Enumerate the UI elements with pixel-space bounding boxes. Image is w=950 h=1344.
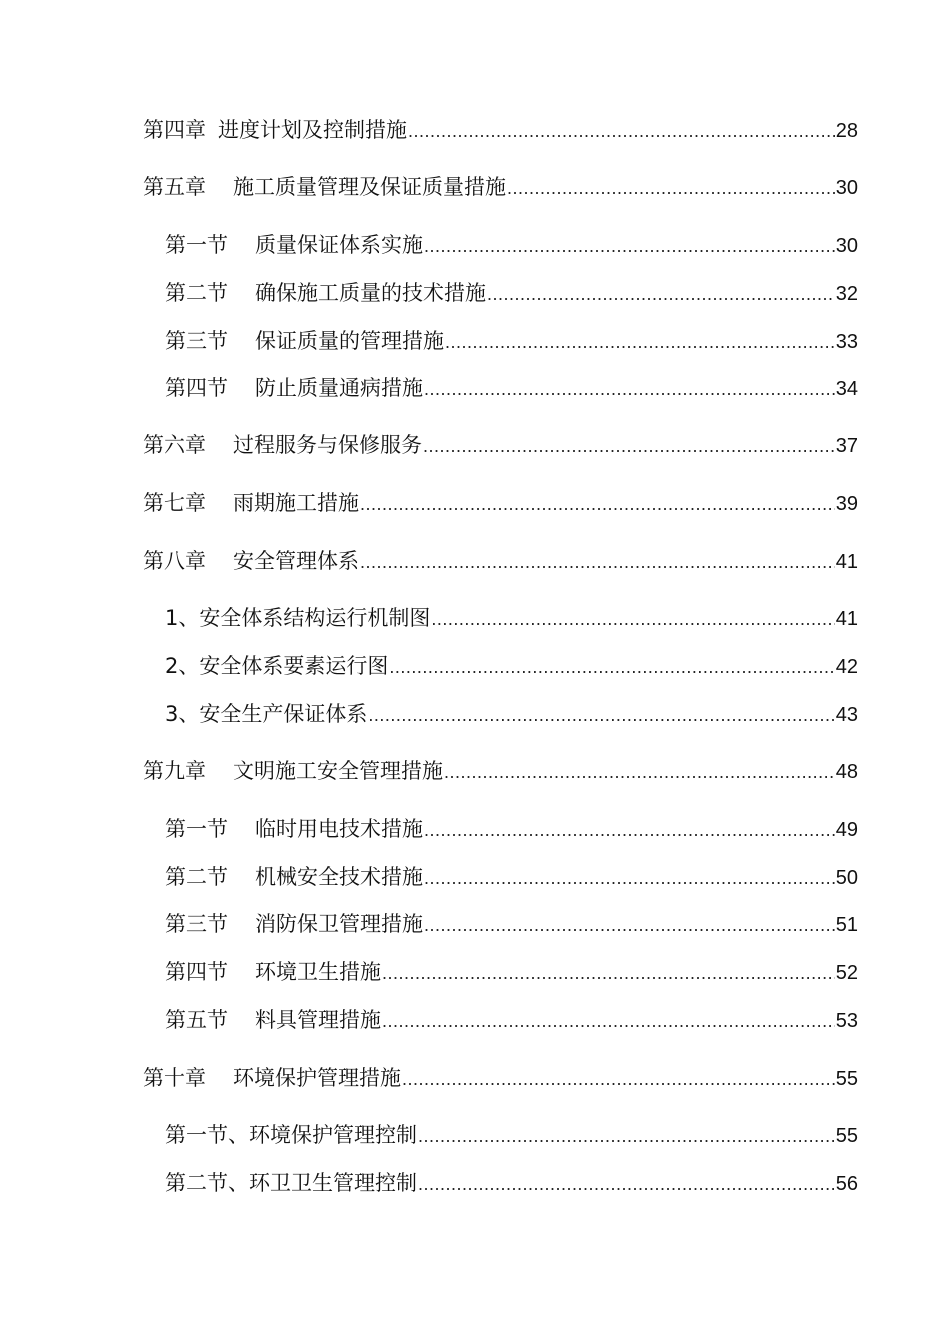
toc-leader-dots bbox=[431, 604, 834, 634]
toc-leader-dots bbox=[424, 863, 835, 893]
toc-entry-number: 第五章 bbox=[143, 175, 206, 199]
toc-leader-dots bbox=[402, 1064, 835, 1094]
toc-leader-dots bbox=[424, 231, 835, 261]
toc-entry-title: 进度计划及控制措施 bbox=[218, 118, 407, 142]
toc-leader-dots bbox=[418, 1121, 835, 1151]
toc-entry-chapter-8[interactable] bbox=[143, 546, 858, 577]
toc-entry-title: 临时用电技术措施 bbox=[255, 817, 423, 841]
toc-entry-number: 第三节 bbox=[165, 329, 228, 353]
toc-page-number: 39 bbox=[835, 493, 858, 515]
toc-entry-label bbox=[165, 1120, 417, 1150]
toc-entry-label bbox=[165, 814, 423, 844]
toc-leader-dots bbox=[487, 279, 835, 309]
toc-entry-label bbox=[143, 172, 506, 202]
toc-page-number: 37 bbox=[835, 435, 858, 457]
toc-entry-item-8-2[interactable] bbox=[165, 651, 858, 682]
toc-entry-title: 保证质量的管理措施 bbox=[255, 329, 444, 353]
toc-entry-title: 施工质量管理及保证质量措施 bbox=[233, 175, 506, 199]
toc-entry-number: 第八章 bbox=[143, 549, 206, 573]
toc-entry-number: 第一节 bbox=[165, 233, 228, 257]
toc-entry-section-10-1[interactable] bbox=[165, 1120, 858, 1151]
toc-page-number: 53 bbox=[835, 1010, 858, 1032]
toc-leader-dots bbox=[424, 374, 835, 404]
toc-leader-dots bbox=[423, 431, 835, 461]
toc-page-number: 49 bbox=[835, 819, 858, 841]
toc-entry-number: 第四节 bbox=[165, 960, 228, 984]
toc-entry-label bbox=[143, 488, 359, 518]
toc-entry-label bbox=[165, 1168, 417, 1198]
toc-entry-title: 环境保护管理控制 bbox=[249, 1123, 417, 1147]
toc-page-number: 30 bbox=[835, 235, 858, 257]
toc-entry-label bbox=[143, 756, 443, 786]
toc-entry-number: 2、 bbox=[165, 654, 200, 678]
toc-page-number: 28 bbox=[835, 120, 858, 142]
toc-entry-chapter-4[interactable] bbox=[143, 115, 858, 146]
toc-page-number: 33 bbox=[835, 331, 858, 353]
toc-entry-item-8-3[interactable] bbox=[165, 699, 858, 730]
toc-page-number: 55 bbox=[835, 1125, 858, 1147]
toc-entry-title: 安全体系要素运行图 bbox=[199, 654, 389, 678]
toc-entry-title: 安全生产保证体系 bbox=[199, 702, 368, 726]
toc-entry-chapter-5[interactable] bbox=[143, 172, 858, 203]
toc-entry-section-9-1[interactable] bbox=[165, 814, 858, 845]
toc-leader-dots bbox=[360, 489, 835, 519]
toc-entry-number: 第九章 bbox=[143, 759, 206, 783]
toc-leader-dots bbox=[507, 173, 835, 203]
toc-entry-number: 第二节 bbox=[165, 281, 228, 305]
toc-entry-number: 第三节 bbox=[165, 912, 228, 936]
toc-entry-label bbox=[165, 957, 381, 987]
toc-page-number: 56 bbox=[835, 1173, 858, 1195]
toc-entry-label bbox=[165, 278, 486, 308]
toc-entry-chapter-10[interactable] bbox=[143, 1063, 858, 1094]
toc-entry-label bbox=[165, 603, 430, 633]
toc-entry-chapter-6[interactable] bbox=[143, 430, 858, 461]
toc-leader-dots bbox=[368, 700, 834, 730]
toc-entry-number: 第十章 bbox=[143, 1066, 206, 1090]
toc-entry-chapter-9[interactable] bbox=[143, 756, 858, 787]
toc-leader-dots bbox=[360, 547, 835, 577]
toc-entry-number: 第二节、 bbox=[165, 1171, 249, 1195]
toc-page-number: 30 bbox=[835, 177, 858, 199]
toc-leader-dots bbox=[389, 652, 834, 682]
toc-page-number: 51 bbox=[835, 914, 858, 936]
toc-entry-title: 确保施工质量的技术措施 bbox=[255, 281, 486, 305]
toc-entry-section-9-3[interactable] bbox=[165, 909, 858, 940]
toc-entry-section-9-2[interactable] bbox=[165, 862, 858, 893]
toc-page-number: 32 bbox=[835, 283, 858, 305]
toc-entry-label bbox=[165, 909, 423, 939]
toc-entry-title: 过程服务与保修服务 bbox=[233, 433, 422, 457]
toc-entry-label bbox=[165, 373, 423, 403]
toc-entry-title: 环卫卫生管理控制 bbox=[249, 1171, 417, 1195]
toc-entry-label bbox=[143, 546, 359, 576]
toc-entry-number: 3、 bbox=[165, 702, 200, 726]
toc-entry-number: 第七章 bbox=[143, 491, 206, 515]
toc-entry-title: 机械安全技术措施 bbox=[255, 865, 423, 889]
toc-leader-dots bbox=[418, 1169, 835, 1199]
toc-page-number: 55 bbox=[835, 1068, 858, 1090]
toc-leader-dots bbox=[424, 910, 835, 940]
toc-entry-label bbox=[165, 699, 367, 729]
toc-leader-dots bbox=[445, 327, 835, 357]
toc-entry-number: 第一节 bbox=[165, 817, 228, 841]
toc-entry-number: 第六章 bbox=[143, 433, 206, 457]
toc-entry-title: 防止质量通病措施 bbox=[255, 376, 423, 400]
toc-page-number: 41 bbox=[835, 551, 858, 573]
toc-entry-title: 料具管理措施 bbox=[255, 1008, 381, 1032]
toc-entry-label bbox=[143, 430, 422, 460]
toc-entry-title: 环境卫生措施 bbox=[255, 960, 381, 984]
toc-page-number: 52 bbox=[835, 962, 858, 984]
toc-entry-title: 文明施工安全管理措施 bbox=[233, 759, 443, 783]
toc-entry-section-5-1[interactable] bbox=[165, 230, 858, 261]
toc-entry-title: 雨期施工措施 bbox=[233, 491, 359, 515]
toc-entry-label bbox=[165, 1005, 381, 1035]
toc-page-number: 43 bbox=[835, 704, 858, 726]
toc-entry-title: 消防保卫管理措施 bbox=[255, 912, 423, 936]
toc-entry-number: 第四章 bbox=[143, 118, 206, 142]
toc-entry-label bbox=[165, 651, 388, 681]
toc-page-number: 34 bbox=[835, 378, 858, 400]
toc-entry-label bbox=[165, 326, 444, 356]
toc-entry-section-5-3[interactable] bbox=[165, 326, 858, 357]
toc-entry-number: 第四节 bbox=[165, 376, 228, 400]
toc-entry-label bbox=[143, 1063, 401, 1093]
toc-entry-title: 环境保护管理措施 bbox=[233, 1066, 401, 1090]
toc-entry-number: 1、 bbox=[165, 606, 200, 630]
toc-leader-dots bbox=[408, 116, 835, 146]
toc-leader-dots bbox=[382, 958, 835, 988]
toc-entry-chapter-7[interactable] bbox=[143, 488, 858, 519]
toc-entry-label bbox=[165, 862, 423, 892]
toc-leader-dots bbox=[382, 1006, 835, 1036]
toc-entry-title: 质量保证体系实施 bbox=[255, 233, 423, 257]
toc-page-number: 41 bbox=[835, 608, 858, 630]
toc-entry-section-5-4[interactable] bbox=[165, 373, 858, 404]
toc-entry-section-9-4[interactable] bbox=[165, 957, 858, 988]
toc-page-number: 48 bbox=[835, 761, 858, 783]
toc-page-number: 50 bbox=[835, 867, 858, 889]
toc-entry-section-10-2[interactable] bbox=[165, 1168, 858, 1199]
toc-entry-number: 第五节 bbox=[165, 1008, 228, 1032]
toc-entry-number: 第二节 bbox=[165, 865, 228, 889]
toc-entry-label bbox=[165, 230, 423, 260]
toc-entry-label bbox=[143, 115, 407, 145]
toc-entry-item-8-1[interactable] bbox=[165, 603, 858, 634]
toc-leader-dots bbox=[424, 815, 835, 845]
toc-page-number: 42 bbox=[835, 656, 858, 678]
toc-entry-section-5-2[interactable] bbox=[165, 278, 858, 309]
toc-entry-title: 安全体系结构运行机制图 bbox=[199, 606, 431, 630]
toc-entry-title: 安全管理体系 bbox=[233, 549, 359, 573]
toc-entry-number: 第一节、 bbox=[165, 1123, 249, 1147]
toc-entry-section-9-5[interactable] bbox=[165, 1005, 858, 1036]
toc-leader-dots bbox=[444, 757, 835, 787]
